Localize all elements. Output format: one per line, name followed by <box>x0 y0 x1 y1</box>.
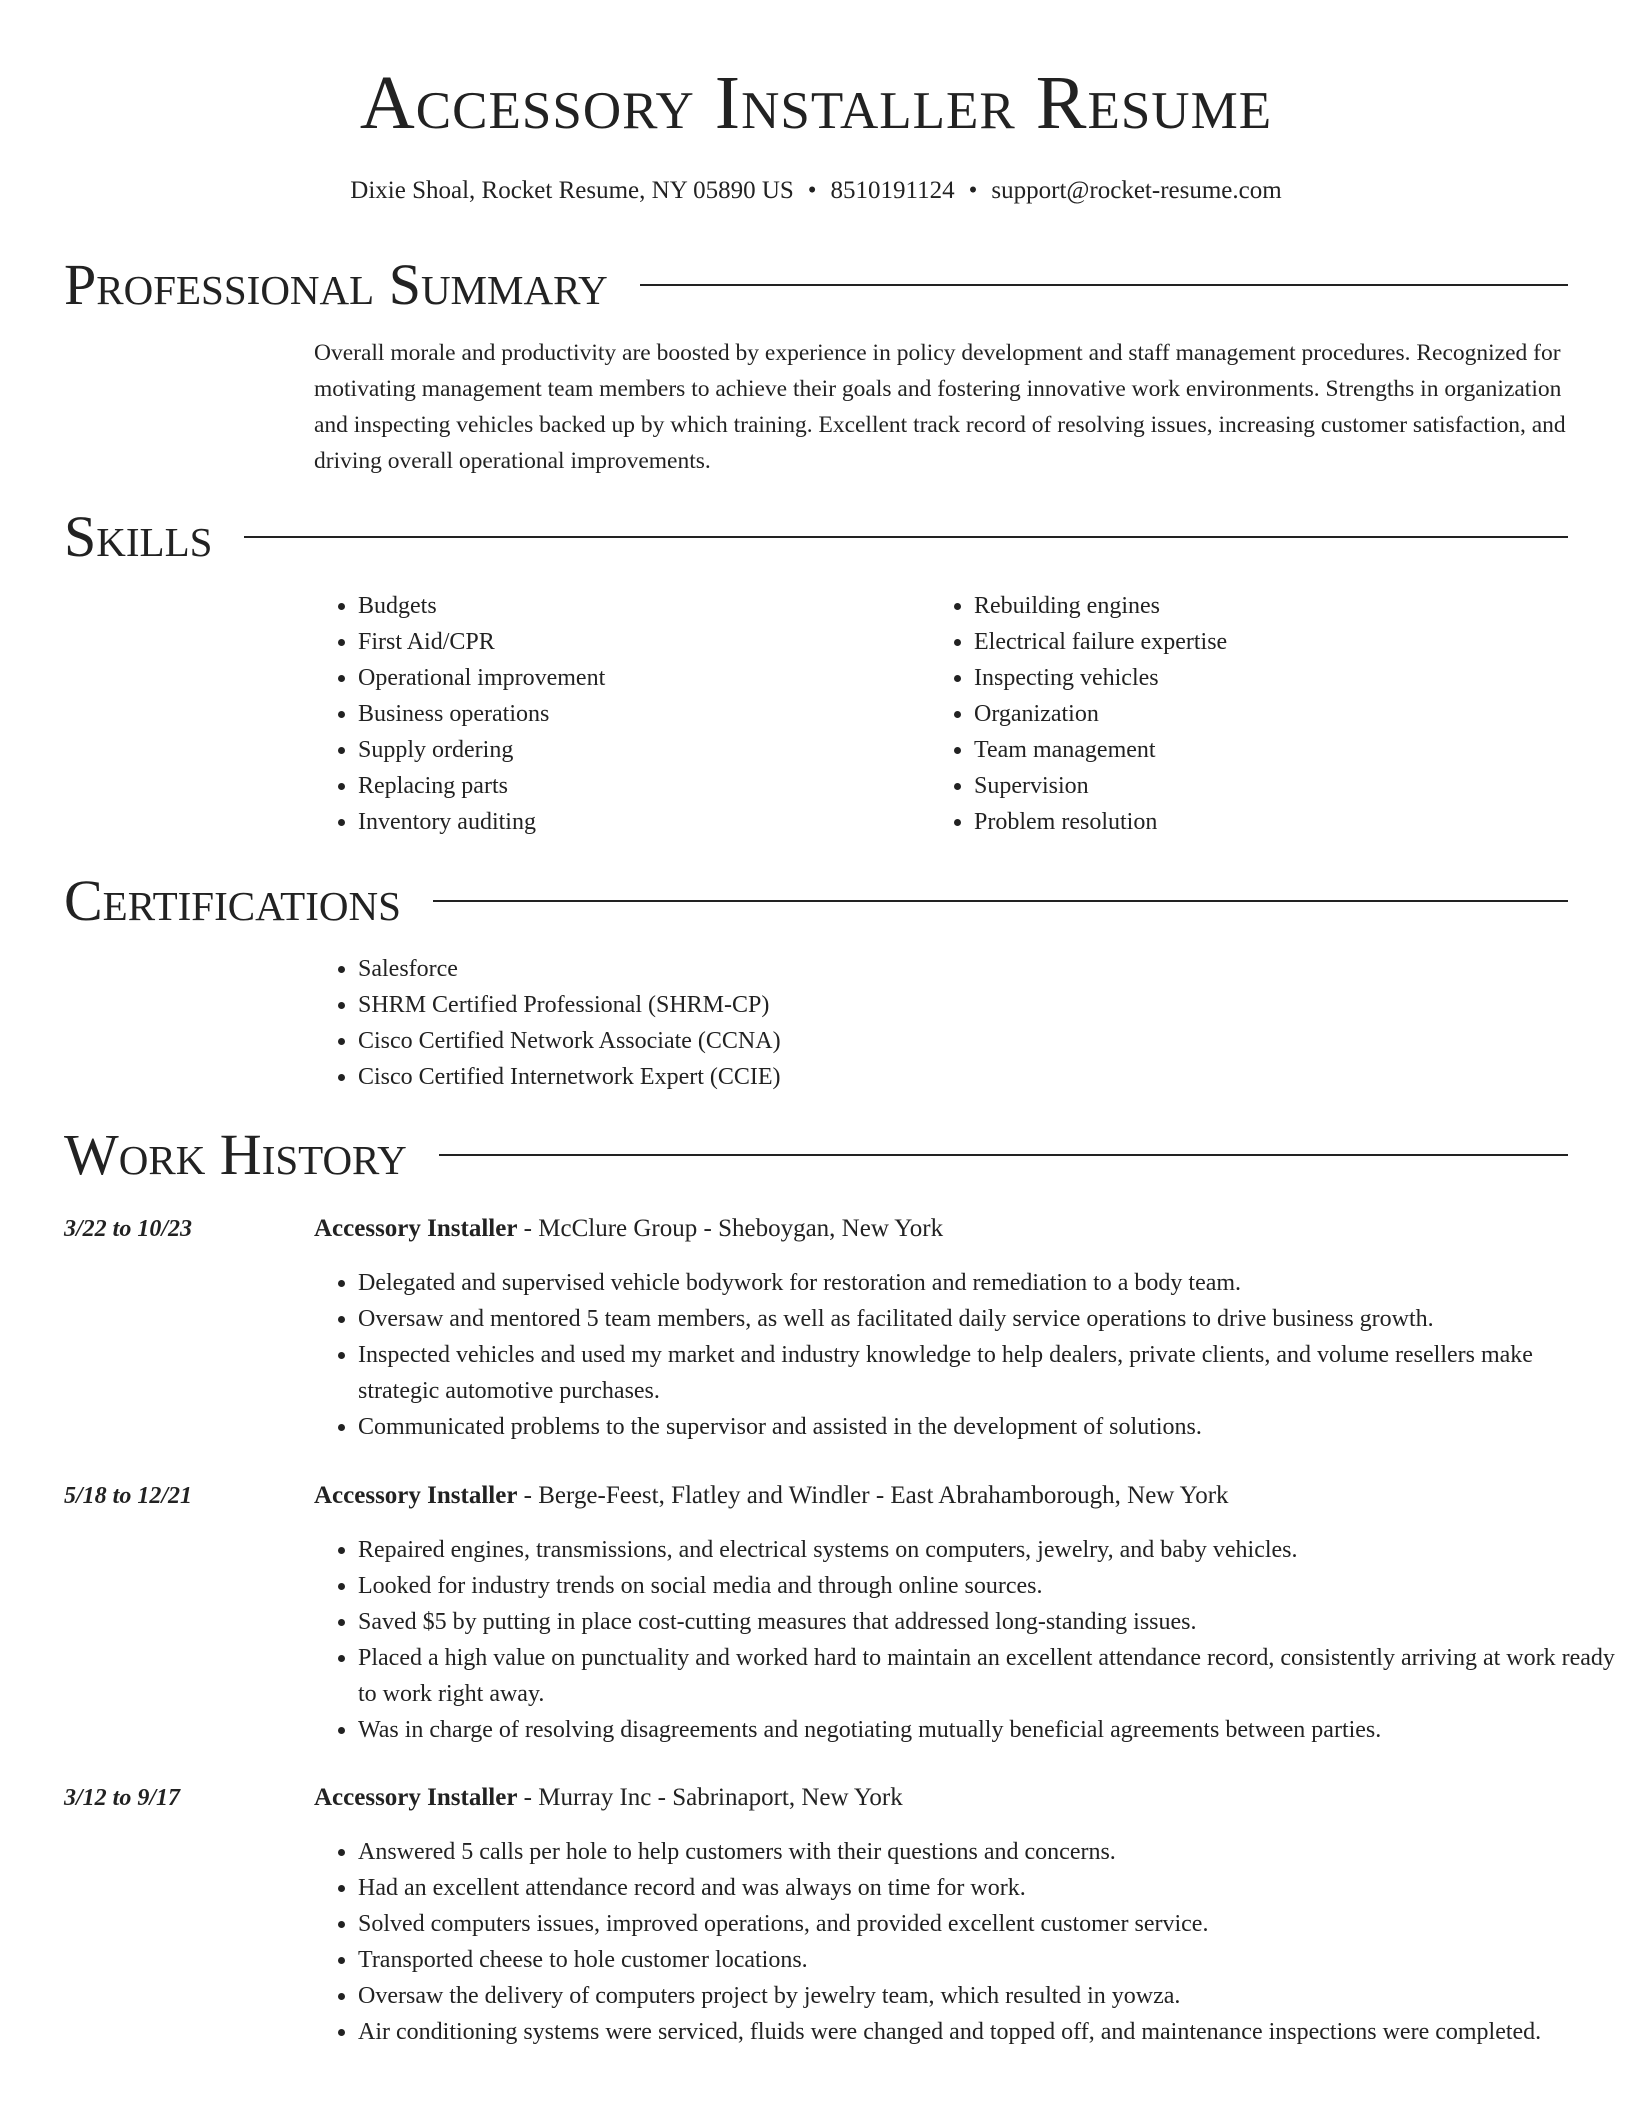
job-dates: 3/22 to 10/23 <box>64 1216 193 1242</box>
job-role: Accessory Installer <box>314 1482 518 1509</box>
skill-item: • Inventory auditing <box>358 804 918 840</box>
job-bullet-list <box>314 1532 1618 1748</box>
certification-item: • Cisco Certified Internetwork Expert (CCIE) <box>358 1059 1618 1095</box>
contact-phone: 8510191124 <box>830 177 955 204</box>
certifications-section-header <box>64 868 1568 933</box>
job-heading <box>314 1780 903 1816</box>
skill-item: • Operational improvement <box>358 660 918 696</box>
job-heading <box>314 1211 943 1247</box>
contact-address: Dixie Shoal, Rocket Resume, NY 05890 US <box>350 177 794 204</box>
skill-item: • Problem resolution <box>974 804 1574 840</box>
job-bullet: • Solved computers issues, improved operations, and provided excellent customer service. <box>358 1906 1618 1942</box>
summary-section-header <box>64 252 1568 317</box>
section-divider <box>433 900 1568 902</box>
section-divider <box>439 1154 1568 1156</box>
skill-item: • Supervision <box>974 768 1574 804</box>
job-dates: 5/18 to 12/21 <box>64 1483 193 1509</box>
job-bullet: • Saved $5 by putting in place cost-cutting measures that addressed long-standing issues. <box>358 1604 1618 1640</box>
contact-separator: • <box>807 177 817 204</box>
skill-item: • Inspecting vehicles <box>974 660 1574 696</box>
job-bullet: • Placed a high value on punctuality and worked hard to maintain an excellent attendance record, consistently arriving at work ready to work right away. <box>358 1640 1618 1712</box>
skill-item: • Organization <box>974 696 1574 732</box>
job-bullet: • Repaired engines, transmissions, and electrical systems on computers, jewelry, and baby vehicles. <box>358 1532 1618 1568</box>
job-bullet-list <box>314 1265 1618 1445</box>
skills-list-left <box>314 588 918 840</box>
skills-list-right <box>930 588 1574 840</box>
skill-item: • Business operations <box>358 696 918 732</box>
skill-item: • Replacing parts <box>358 768 918 804</box>
section-divider <box>640 284 1568 286</box>
job-bullet: • Looked for industry trends on social media and through online sources. <box>358 1568 1618 1604</box>
certifications-list <box>314 951 1618 1095</box>
job-bullet: • Oversaw and mentored 5 team members, as well as facilitated daily service operations to drive business growth. <box>358 1301 1618 1337</box>
job-bullet: • Delegated and supervised vehicle bodywork for restoration and remediation to a body team. <box>358 1265 1618 1301</box>
job-bullet: • Was in charge of resolving disagreements and negotiating mutually beneficial agreements between parties. <box>358 1712 1618 1748</box>
contact-email[interactable]: support@rocket-resume.com <box>991 177 1282 204</box>
work-history-heading: Work History <box>64 1122 407 1187</box>
contact-line <box>0 173 1632 209</box>
job-details: - Berge-Feest, Flatley and Windler - East Abrahamborough, New York <box>517 1482 1229 1509</box>
job-dates: 3/12 to 9/17 <box>64 1785 181 1811</box>
job-role: Accessory Installer <box>314 1215 518 1242</box>
job-role: Accessory Installer <box>314 1784 518 1811</box>
certifications-heading: Certifications <box>64 868 401 933</box>
skill-item: • Supply ordering <box>358 732 918 768</box>
job-bullet: • Had an excellent attendance record and was always on time for work. <box>358 1870 1618 1906</box>
job-bullet-list <box>314 1834 1618 2050</box>
job-bullet: • Communicated problems to the supervisor and assisted in the development of solutions. <box>358 1409 1618 1445</box>
certification-item: • SHRM Certified Professional (SHRM-CP) <box>358 987 1618 1023</box>
job-bullet: • Air conditioning systems were serviced, fluids were changed and topped off, and maintenance inspections were completed. <box>358 2014 1618 2050</box>
job-details: - Murray Inc - Sabrinaport, New York <box>517 1784 903 1811</box>
skill-item: • Electrical failure expertise <box>974 624 1574 660</box>
summary-text: Overall morale and productivity are boosted by experience in policy development and staff management procedures. Recognized for motivating management team members to achieve their goals and fostering innovative work environments. Strengths in organization and inspecting vehicles backed up by which training. Excellent track record of resolving issues, increasing customer satisfaction, and driving overall operational improvements. <box>314 340 1566 474</box>
certification-item: • Cisco Certified Network Associate (CCNA) <box>358 1023 1618 1059</box>
job-bullet: • Answered 5 calls per hole to help customers with their questions and concerns. <box>358 1834 1618 1870</box>
resume-title: Accessory Installer Resume <box>359 61 1273 145</box>
skill-item: • First Aid/CPR <box>358 624 918 660</box>
section-divider <box>244 536 1568 538</box>
work-history-section-header <box>64 1122 1568 1187</box>
skill-item: • Team management <box>974 732 1574 768</box>
job-heading <box>314 1478 1229 1514</box>
certification-item: • Salesforce <box>358 951 1618 987</box>
job-bullet: • Transported cheese to hole customer locations. <box>358 1942 1618 1978</box>
job-bullet: • Oversaw the delivery of computers project by jewelry team, which resulted in yowza. <box>358 1978 1618 2014</box>
summary-heading: Professional Summary <box>64 252 608 317</box>
skills-section-header <box>64 504 1568 569</box>
skill-item: • Rebuilding engines <box>974 588 1574 624</box>
job-bullet: • Inspected vehicles and used my market and industry knowledge to help dealers, private clients, and volume resellers make strategic automotive purchases. <box>358 1337 1618 1409</box>
contact-separator: • <box>968 177 978 204</box>
job-details: - McClure Group - Sheboygan, New York <box>517 1215 944 1242</box>
skill-item: • Budgets <box>358 588 918 624</box>
skills-heading: Skills <box>64 504 213 569</box>
